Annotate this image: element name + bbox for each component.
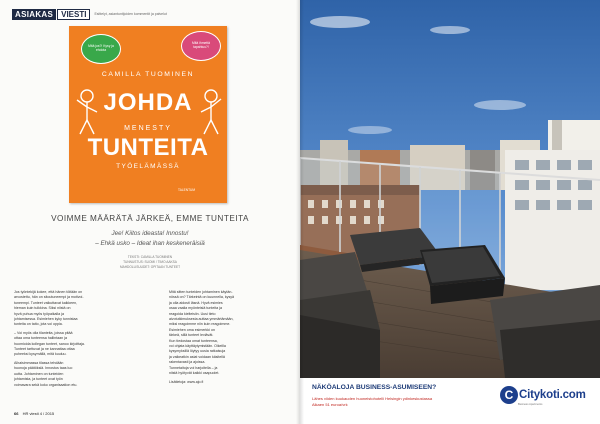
credit-line: MAHDOLLISUUDET: OPITAAN TUNTEET bbox=[119, 265, 181, 269]
citykoti-tagline: Business Apartments bbox=[518, 403, 543, 406]
article-text-line: huonoja päätöksiä. Innostus taas luo bbox=[14, 366, 73, 371]
article-text-line: Mitä sitten tunteiden johtaminen käytän- bbox=[169, 290, 233, 294]
article-text-line: Lisätietoja: www.ajo.fi bbox=[169, 379, 204, 384]
section-label-viesti: VIESTI bbox=[57, 9, 90, 20]
ad-headline: NÄKÖALOJA BUSINESS-ASUMISEEN? bbox=[312, 384, 437, 391]
article-text-line: rakentavasti ja ajoissa. bbox=[169, 360, 206, 365]
article-text-line: Tunteet tarttuvat ja ne kannattaa ottaa bbox=[14, 347, 75, 352]
article-text-line: osaa vaalia myönteisiä tunteita ja bbox=[169, 306, 222, 311]
rooftop-terrace-photo bbox=[300, 0, 600, 378]
section-tagline: Esittelyt, asiantuntijoiden kommentit ja palvelut bbox=[94, 12, 167, 16]
article-text-line: voi ohjata käyttäytymistään. Oikeilla bbox=[169, 344, 226, 349]
article-text-line: puheeksi kysymällä, mitä kuuluu. bbox=[14, 352, 67, 357]
article-text-line: kysymyksillä löytyy uusia ratkaisuja bbox=[169, 349, 226, 354]
article-text-line: niistä hyötyvät kaikki osapuolet. bbox=[169, 371, 220, 376]
article-credits bbox=[0, 255, 300, 270]
article-text-line: Kun tiedostaa omat tunteensa, bbox=[169, 338, 218, 343]
page-folio bbox=[14, 411, 54, 416]
section-label-asiakas: ASIAKAS bbox=[12, 9, 56, 20]
article-column-2 bbox=[169, 290, 274, 385]
ad-line-1: Lähes viiden kuukauden huoneistohotelli Helsingin ydinkeskustassa bbox=[312, 396, 433, 401]
article-text-line: tunteita on taito, jota voi oppia. bbox=[14, 322, 63, 327]
article-text-line: – Voi myös olla tilanteita, joissa pitää bbox=[14, 330, 73, 335]
article-headline: VOIMME MÄÄRÄTÄ JÄRKEÄ, EMME TUNTEITA bbox=[51, 214, 249, 223]
page-number: 66 bbox=[14, 411, 19, 416]
article-text-line: tärkeä, sillä tunteet leviävät. bbox=[169, 333, 214, 338]
book-title-line-2: TUNTEITA bbox=[87, 134, 209, 161]
article-text-line: tuneempi. Tunteet vaikuttavat kaikkeen, bbox=[14, 300, 78, 305]
article-text-line: ja vaikeatkin asiat voidaan käsitellä bbox=[169, 354, 225, 359]
speech-bubble-right: Mitä ihmettä tapahtuu?! bbox=[181, 31, 221, 61]
article-text-line: arvostettu, hän on sitoutuneempi ja motivoi- bbox=[14, 295, 84, 300]
article-text-line: Jos työntekijä kokee, että hänen töitään on bbox=[14, 290, 83, 294]
terrace-illustration bbox=[300, 0, 600, 378]
credit-line: TUNNUSTUS: SUOMI / TIMO AAKSA bbox=[123, 260, 177, 264]
article-text-line: hyvä puhua myös työpaikalla ja bbox=[14, 311, 64, 316]
citykoti-logo[interactable] bbox=[500, 386, 586, 404]
credit-line: TEKSTI: CAMILLA TUOMINEN bbox=[127, 255, 173, 259]
section-header bbox=[12, 7, 167, 21]
article-text-line: huomioida kollegan tunteet, sanoo kirjoittaja. bbox=[14, 341, 85, 346]
article-subheading-2: – Ehkä usko – Ideat ihan keskeneräisiä bbox=[95, 240, 205, 247]
article-subheading-1: Jee! Kiitos ideasta! Innostu! bbox=[111, 230, 189, 237]
book-subtitle-bottom: TYÖELÄMÄSSÄ bbox=[116, 163, 180, 170]
article-text-line: Alhaisimmassa tilassa tehdään bbox=[14, 360, 64, 365]
article-text-line: miksi reagoimme niin kuin reagoimme. bbox=[169, 322, 231, 327]
book-author: CAMILLA TUOMINEN bbox=[101, 71, 195, 78]
article-text-line: reagoida kielteisiin. Uusi tieto bbox=[169, 311, 216, 316]
spread-gutter bbox=[296, 0, 304, 424]
right-page bbox=[300, 0, 600, 424]
book-publisher: TALENTUM bbox=[178, 188, 195, 192]
magazine-issue: HR viesti 4 / 2015 bbox=[22, 411, 55, 416]
book-subtitle-mid: MENESTY bbox=[124, 125, 172, 132]
citykoti-logo-icon: C bbox=[500, 386, 518, 404]
article-text-line: hieman kuin tulkkina. Siksi niistä on bbox=[14, 306, 71, 311]
article-text-line: aivotutkimuksesta auttaa ymmärtämään, bbox=[169, 317, 234, 322]
article-text-line: ottaa oma tunteensa hallintaan ja bbox=[14, 336, 67, 341]
speech-bubble-left: Mitä jos?! Kysy ja ehdota bbox=[81, 34, 121, 64]
book-title-line-1: JOHDA bbox=[103, 89, 193, 116]
article-text-line: Tunnetaitoja voi harjoitella – ja bbox=[169, 365, 218, 370]
article-text-line: Esimiehen oma esimerkki on bbox=[169, 327, 215, 332]
article-column-1 bbox=[14, 290, 119, 388]
article-text-line: ja olla aidosti läsnä. Hyvä esimies bbox=[169, 300, 223, 305]
article-text-line: johtamista, ja tunteet ovat työn bbox=[14, 377, 63, 382]
citykoti-logo-text: Citykoti.com bbox=[519, 389, 586, 401]
article-text-line: johtamisessa. Esimiehen kyky tunnistaa bbox=[14, 317, 78, 322]
article-text-line: nössä on? Tärkeintä on kuunnella, kysyä bbox=[169, 295, 235, 300]
article-text-line: uutta. Johtaminen on tunteiden bbox=[14, 371, 64, 376]
article-text-line: voimavara sekä koko organisaation etu. bbox=[14, 382, 78, 387]
ad-line-2: Alkaen 51 euroa/vrk bbox=[312, 402, 348, 407]
book-cover bbox=[69, 26, 227, 203]
